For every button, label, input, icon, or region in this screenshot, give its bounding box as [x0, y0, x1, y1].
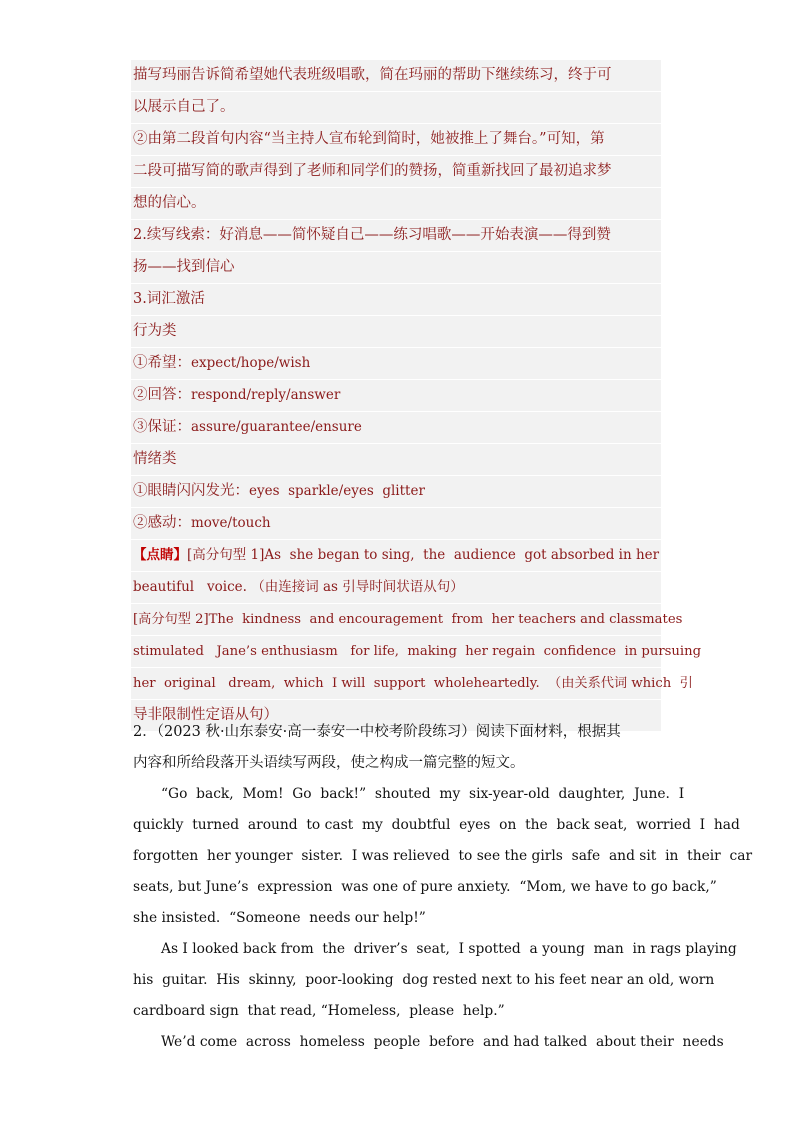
- item-label: 希望：: [147, 355, 191, 371]
- clue-line: 2.续写线索：好消息——简怀疑自己——练习唱歌——开始表演——得到赞: [131, 220, 661, 252]
- passage-line: “Go back, Mom! Go back!” shouted my six-year-old daughter, June. I: [161, 786, 685, 802]
- item-words: assure/guarantee/ensure: [191, 419, 362, 435]
- item-number: ①: [133, 355, 148, 371]
- item-label: 眼睛闪闪发光：: [147, 483, 249, 499]
- item-words: eyes sparkle/eyes glitter: [249, 483, 425, 499]
- passage-line: his guitar. His skinny, poor-looking dog rested next to his feet near an old, worn: [133, 972, 715, 988]
- item-label: 感动：: [147, 515, 191, 531]
- item-words: expect/hope/wish: [191, 355, 311, 371]
- sentence-pattern-1: [高分句型 1]As she began to sing, the audience got absorbed in her: [187, 547, 660, 563]
- item-label: 保证：: [147, 419, 191, 435]
- item-words: move/touch: [191, 515, 271, 531]
- highlight-tag: 【点睛】: [133, 547, 187, 563]
- vocab-item: [131, 348, 661, 380]
- item-words: respond/reply/answer: [191, 387, 341, 403]
- vocab-item: [131, 380, 661, 412]
- analysis-line: 想的信心。: [131, 188, 661, 220]
- analysis-line: ②由第二段首句内容“当主持人宣布轮到简时，她被推上了舞台。”可知，第: [131, 124, 661, 156]
- analysis-line: 描写玛丽告诉简希望她代表班级唱歌，简在玛丽的帮助下继续练习，终于可: [131, 60, 661, 92]
- highlight-line: 导非限制性定语从句）: [131, 700, 661, 732]
- item-number: ②: [133, 387, 148, 403]
- item-number: ①: [133, 483, 148, 499]
- highlight-line: [高分句型 2]The kindness and encouragement from her teachers and classmates: [131, 604, 661, 636]
- highlight-line: [131, 540, 661, 572]
- question-block: [133, 717, 663, 779]
- vocab-heading: 3.词汇激活: [131, 284, 661, 316]
- passage-line: seats, but June’s expression was one of pure anxiety. “Mom, we have to go back,”: [133, 879, 717, 895]
- passage-line: cardboard sign that read, “Homeless, please help.”: [133, 1003, 505, 1019]
- passage-line: As I looked back from the driver’s seat, I spotted a young man in rags playing: [161, 941, 737, 957]
- vocab-category-action: 行为类: [131, 316, 661, 348]
- vocab-category-emotion: 情绪类: [131, 444, 661, 476]
- analysis-line: 以展示自己了。: [131, 92, 661, 124]
- question-line: 2．（2023 秋·山东泰安·高一泰安一中校考阶段练习）阅读下面材料，根据其: [133, 724, 621, 740]
- highlight-line: stimulated Jane’s enthusiasm for life, making her regain confidence in pursuing: [131, 636, 661, 668]
- item-number: ③: [133, 419, 148, 435]
- vocab-item: [131, 508, 661, 540]
- highlight-line: beautiful voice. （由连接词 as 引导时间状语从句）: [131, 572, 661, 604]
- item-number: ②: [133, 515, 148, 531]
- highlight-line: her original dream, which I will support wholeheartedly. （由关系代词 which 引: [131, 668, 661, 700]
- vocab-item: [131, 476, 661, 508]
- passage-line: We’d come across homeless people before and had talked about their needs: [161, 1034, 724, 1050]
- passage-line: quickly turned around to cast my doubtful eyes on the back seat, worried I had: [133, 817, 740, 833]
- passage-line: she insisted. “Someone needs our help!”: [133, 910, 426, 926]
- analysis-shaded-block: [131, 60, 702, 732]
- question-line: 内容和所给段落开头语续写两段，使之构成一篇完整的短文。: [133, 755, 525, 771]
- clue-line: 扬——找到信心: [131, 252, 661, 284]
- passage-line: forgotten her younger sister. I was relieved to see the girls safe and sit in their car: [133, 848, 753, 864]
- item-label: 回答：: [147, 387, 191, 403]
- passage-block: [133, 779, 753, 1058]
- vocab-item: [131, 412, 661, 444]
- analysis-line: 二段可描写简的歌声得到了老师和同学们的赞扬，简重新找回了最初追求梦: [131, 156, 661, 188]
